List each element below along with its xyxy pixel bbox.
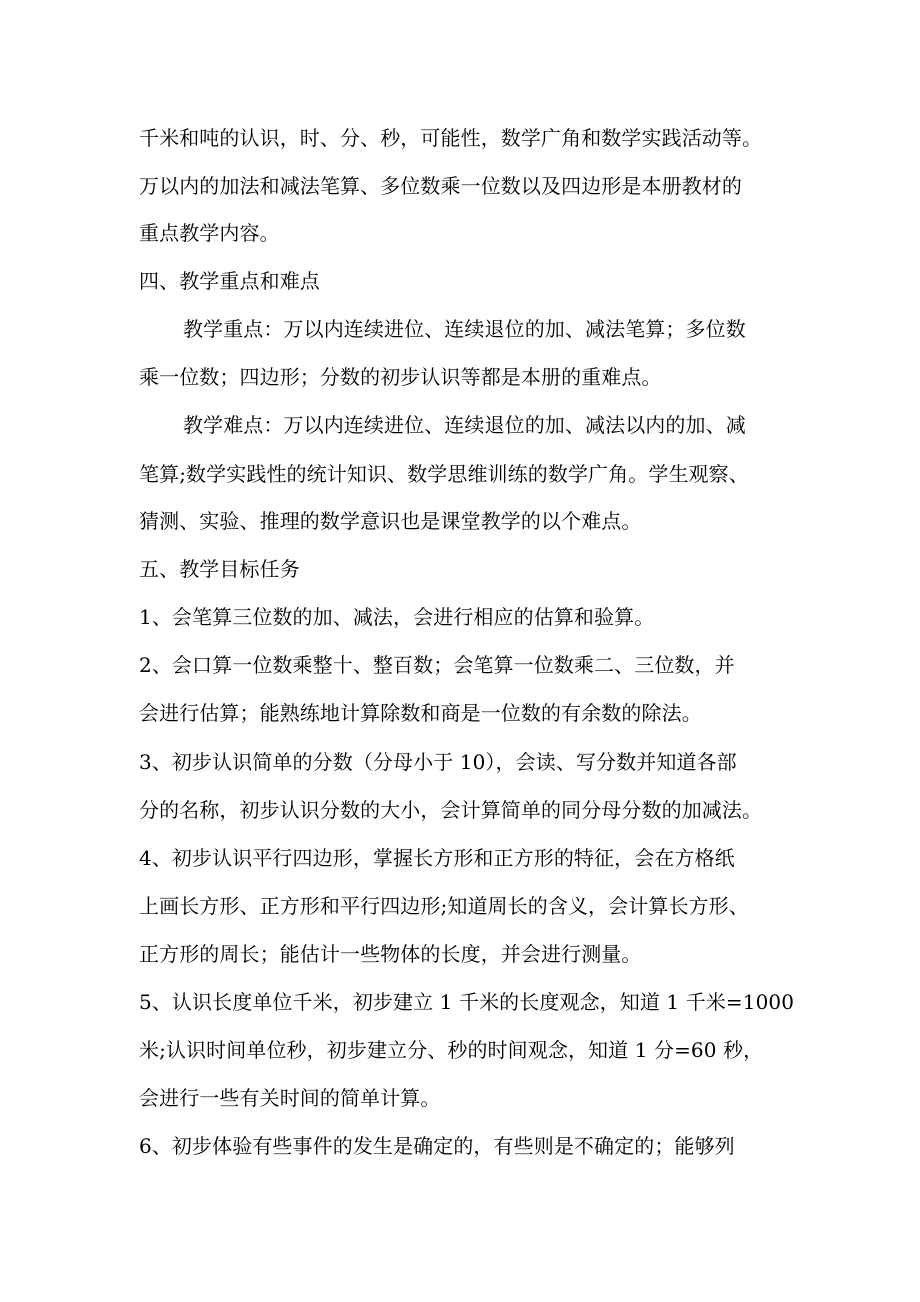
text-line: 分的名称，初步认识分数的大小，会计算简单的同分母分数的加减法。 <box>139 798 763 822</box>
text-line: 会进行估算；能熟练地计算除数和商是一位数的有余数的除法。 <box>139 701 702 725</box>
text-line: 教学难点：万以内连续进位、连续退位的加、减法以内的加、减 <box>183 413 746 437</box>
text-line: 教学重点：万以内连续进位、连续退位的加、减法笔算；多位数 <box>183 317 746 341</box>
text-line: 会进行一些有关时间的简单计算。 <box>139 1086 441 1110</box>
text-line: 万以内的加法和减法笔算、多位数乘一位数以及四边形是本册教材的 <box>139 174 742 198</box>
text-line: 千米和吨的认识，时、分、秒，可能性，数学广角和数学实践活动等。 <box>139 126 763 150</box>
section-heading: 四、教学重点和难点 <box>139 269 320 293</box>
text-line: 乘一位数；四边形；分数的初步认识等都是本册的重难点。 <box>139 365 662 389</box>
text-line: 猜测、实验、推理的数学意识也是课堂教学的以个难点。 <box>139 509 642 533</box>
list-item: 3、初步认识简单的分数（分母小于 10），会读、写分数并知道各部 <box>139 750 737 774</box>
text-line: 上画长方形、正方形和平行四边形;知道周长的含义，会计算长方形、 <box>139 894 749 918</box>
text-line: 正方形的周长；能估计一些物体的长度，并会进行测量。 <box>139 942 642 966</box>
section-heading: 五、教学目标任务 <box>139 557 300 581</box>
text-line: 米;认识时间单位秒，初步建立分、秒的时间观念，知道 1 分=60 秒， <box>139 1038 764 1062</box>
list-item: 5、认识长度单位千米，初步建立 1 千米的长度观念，知道 1 千米=1000 <box>139 990 795 1014</box>
text-line: 重点教学内容。 <box>139 221 280 245</box>
list-item: 6、初步体验有些事件的发生是确定的，有些则是不确定的；能够列 <box>139 1134 735 1158</box>
list-item: 4、初步认识平行四边形，掌握长方形和正方形的特征，会在方格纸 <box>139 846 735 870</box>
text-line: 笔算;数学实践性的统计知识、数学思维训练的数学广角。学生观察、 <box>139 462 749 486</box>
list-item: 1、会笔算三位数的加、减法，会进行相应的估算和验算。 <box>139 605 655 629</box>
list-item: 2、会口算一位数乘整十、整百数；会笔算一位数乘二、三位数，并 <box>139 653 735 677</box>
